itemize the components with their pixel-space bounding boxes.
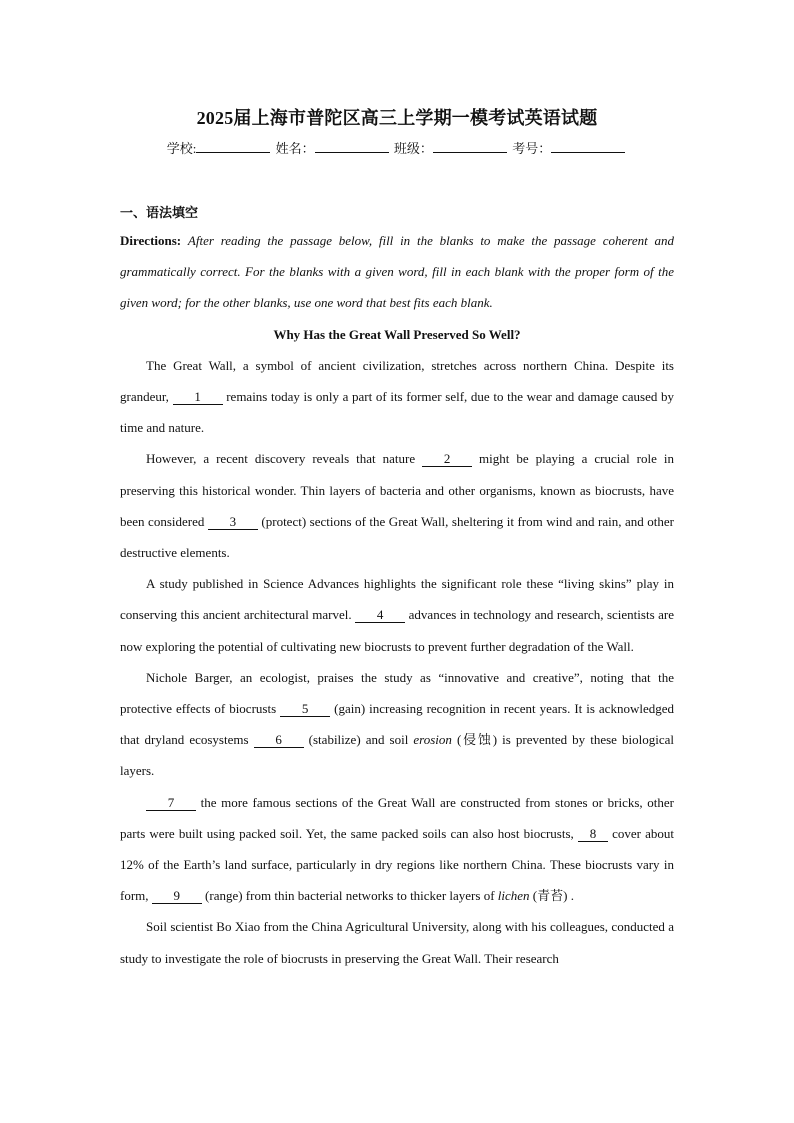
blank-9[interactable]: 9 [152,889,202,904]
paragraph-text: Nichole Barger, an ecologist, praises the study as “innovative and creative”, noting that the protective effects of biocrusts [120,669,674,717]
paragraph-text: might be playing a crucial role in preserving this historical wonder. Thin layers of bacteria and other organisms, known as biocrusts, have been considered [120,451,674,529]
paragraph-text: advances in technology and research, scientists are now exploring the potential of cultivating new biocrusts to prevent further degradation of the Wall. [120,607,675,654]
paragraph-text: (青苔) . [529,888,574,904]
paragraph-text: remains today is only a part of its former self, due to the wear and damage caused by time and nature. [120,389,674,436]
name-label: 姓名： [275,141,315,156]
paragraph-text: cover about 12% of the Earth’s land surface, particularly in dry regions like northern China. These biocrusts vary in form, [120,825,674,904]
passage-body [120,225,674,974]
blank-4[interactable]: 4 [355,608,405,623]
paragraph-6: Soil scientist Bo Xiao from the China Agricultural University, along with his colleagues, conducted a study to investigate the role of biocrusts in preserving the Great Wall. Their research [120,919,674,966]
blank-5[interactable]: 5 [280,702,330,717]
paragraph-3 [120,568,674,662]
erosion-term: erosion [413,732,452,748]
directions [120,225,674,319]
blank-8[interactable]: 8 [578,827,608,842]
directions-label: Directions: [120,233,182,248]
directions-text: After reading the passage below, fill in the blanks to make the passage coherent and grammatically correct. For the blanks with a given word, fill in each blank with the proper form of the given word; for the other blanks, use one word that best fits each blank. [120,233,674,311]
paragraph-text: The Great Wall, a symbol of ancient civilization, stretches across northern China. Despite its grandeur, [120,357,674,405]
paragraph-text: (stabilize) and soil [303,732,414,748]
paragraph-text: A study published in Science Advances highlights the significant role these “living skins” play in conserving this ancient architectural marvel. [120,576,674,623]
paragraph-text: (protect) sections of the Great Wall, sheltering it from wind and rain, and other destructive elements. [120,513,675,561]
paragraph-text: the more famous sections of the Great Wall are constructed from stones or bricks, other parts were built using packed soil. Yet, the same packed soils can also host biocrusts, [120,794,674,841]
blank-2[interactable]: 2 [422,452,472,467]
paragraph-text: (侵蚀) is prevented by these biological layers. [120,732,675,779]
paragraph-4 [120,662,674,787]
blank-7[interactable]: 7 [146,796,196,811]
paragraph-text: (range) from thin bacterial networks to thicker layers of [201,888,498,904]
exam-number-label: 考号： [512,141,552,156]
name-field[interactable] [315,140,389,153]
paragraph-1 [120,350,674,444]
school-label: 学校: [166,141,197,156]
school-field[interactable] [196,140,270,153]
paragraph-5 [120,787,674,912]
class-label: 班级： [393,141,433,156]
section-heading: 一、语法填空 [120,205,199,220]
paragraph-2 [120,443,674,568]
blank-6[interactable]: 6 [254,733,304,748]
blank-1[interactable]: 1 [173,390,223,405]
exam-title: 2025届上海市普陀区高三上学期一模考试英语试题 [196,108,598,128]
lichen-term: lichen [497,888,530,904]
exam-number-field[interactable] [551,140,625,153]
passage-title: Why Has the Great Wall Preserved So Well? [273,326,521,342]
paragraph-text: (gain) increasing recognition in recent years. It is acknowledged that dryland ecosystems [120,701,674,748]
paragraph-text: However, a recent discovery reveals that nature [146,451,423,467]
blank-3[interactable]: 3 [208,515,258,530]
class-field[interactable] [433,140,507,153]
student-info-line [0,138,794,157]
